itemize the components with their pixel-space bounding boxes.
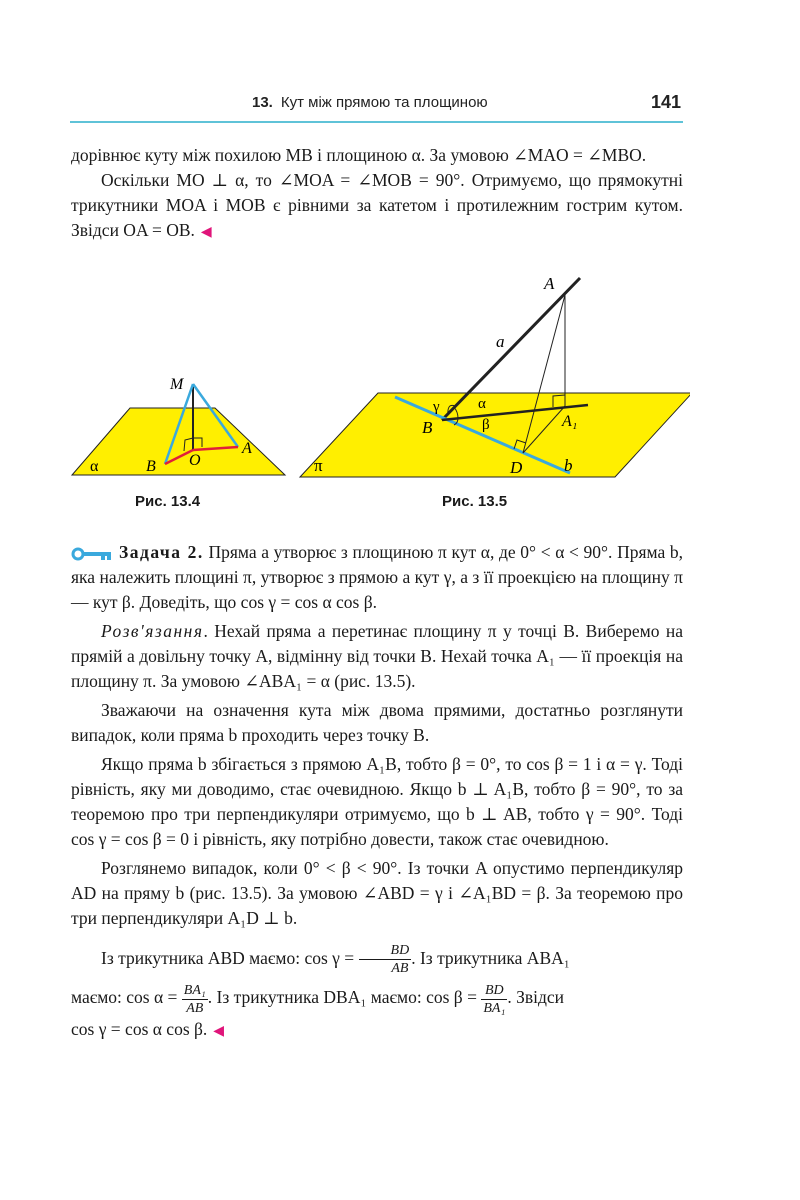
label-b: B bbox=[146, 458, 156, 475]
figure-caption: Рис. 13.5 bbox=[442, 493, 508, 510]
task-heading: Задача 2. bbox=[119, 542, 204, 562]
key-icon bbox=[71, 547, 113, 561]
solution-paragraph bbox=[71, 619, 683, 694]
label-gamma: γ bbox=[433, 399, 440, 415]
label-b-point: B bbox=[422, 418, 433, 437]
section-number: 13. bbox=[252, 94, 273, 111]
conclusion-text: cos γ = cos α cos β. bbox=[71, 1019, 208, 1040]
paragraph: Якщо пряма b збігається з прямою A₁B, тобто β = 0°, то cos β = 1 і α = γ. Тоді рівність, яку ми доводимо, стає очевидною. Якщо b ⊥ A₁B, тобто β = 90°, то за теоремою про три перпендикуляри отримуємо, що b ⊥ AB, тобто γ = 90°. Тоді cos γ = cos β = 0 і рівність, яку потрібно довести, також стає очевидною. bbox=[71, 754, 683, 849]
numerator: BD bbox=[481, 982, 507, 1000]
label-beta: β bbox=[482, 417, 490, 433]
text-line: дорівнює куту між похилою MB і площиною α. За умовою ∠MAO = ∠MBO. bbox=[71, 145, 647, 165]
text-span: . Звідси bbox=[507, 987, 565, 1008]
label-a: A bbox=[242, 440, 252, 457]
section-title-text: Кут між прямою та площиною bbox=[280, 94, 488, 111]
plane-pi bbox=[300, 393, 690, 477]
task-block bbox=[71, 540, 683, 1044]
solution-text: . Нехай пряма a перетинає площину π у точці B. Виберемо на прямій a довільну точку A, відмінну від точки B. Нехай точка A₁ — її проекція на площину π. За умовою ∠ABA₁ = α (рис. 13.5). bbox=[71, 621, 683, 691]
paragraph bbox=[71, 168, 683, 245]
text-span: Із трикутника ABD маємо: cos γ = bbox=[101, 948, 355, 968]
fraction-ba1-ab bbox=[182, 982, 208, 1017]
label-o: O bbox=[189, 452, 201, 469]
fraction-bd-ab bbox=[359, 942, 412, 977]
task-paragraph bbox=[71, 540, 683, 615]
formula-paragraph bbox=[71, 939, 683, 977]
header-rule bbox=[70, 121, 683, 123]
top-text bbox=[71, 143, 683, 245]
figure-13-4 bbox=[72, 376, 285, 475]
end-mark-icon: ◀ bbox=[200, 225, 212, 240]
label-m: M bbox=[170, 376, 184, 393]
paragraph bbox=[71, 1017, 683, 1044]
paragraph: Зважаючи на означення кута між двома прямими, достатньо розглянути випадок, коли пряма b проходить через точку B. bbox=[71, 700, 683, 745]
page-number: 141 bbox=[650, 92, 681, 112]
text-span: . Із трикутника ABA₁ bbox=[411, 948, 570, 968]
formula-paragraph bbox=[71, 977, 683, 1017]
paragraph-text: Оскільки MO ⊥ α, то ∠MOA = ∠MOB = 90°. Отримуємо, що прямокутні трикутники MOA і MOB є рівними за катетом і протилежним гострим кутом. Звідси OA = OB. bbox=[71, 170, 683, 240]
text-span: . Із трикутника DBA₁ маємо: cos β = bbox=[207, 987, 477, 1008]
task-statement: Пряма a утворює з площиною π кут α, де 0° < α < 90°. Пряма b, яка належить площині π, утворює з прямою a кут γ, а з її проекцією на площину π — кут β. Доведіть, що cos γ = cos α cos β. bbox=[71, 542, 684, 612]
denominator: BA₁ bbox=[483, 1000, 506, 1016]
fraction-bd-ba1 bbox=[481, 982, 507, 1017]
label-alpha: α bbox=[478, 396, 486, 412]
section-title bbox=[252, 94, 488, 111]
denominator: AB bbox=[186, 1000, 204, 1016]
figures-svg bbox=[70, 275, 690, 525]
label-d: D bbox=[510, 458, 523, 477]
end-mark-icon: ◀ bbox=[213, 1024, 225, 1040]
plane-alpha bbox=[72, 408, 285, 475]
figures bbox=[70, 275, 690, 525]
figure-13-5 bbox=[300, 275, 690, 477]
label-a: A bbox=[544, 275, 555, 293]
page-header bbox=[70, 92, 683, 122]
label-a1: A₁ bbox=[562, 413, 578, 430]
numerator: BA₁ bbox=[183, 982, 206, 998]
paragraph: Розглянемо випадок, коли 0° < β < 90°. Із точки A опустимо перпендикуляр AD на пряму b (рис. 13.5). За умовою ∠ABD = γ і ∠A₁BD = β. За теоремою про три перпендикуляри A₁D ⊥ b. bbox=[71, 858, 683, 928]
label-pi: π bbox=[314, 456, 323, 475]
figure-caption: Рис. 13.4 bbox=[135, 493, 201, 510]
text-span: маємо: cos α = bbox=[71, 987, 178, 1008]
label-alpha: α bbox=[90, 458, 99, 475]
label-line-b: b bbox=[564, 456, 573, 475]
solution-label: Розв'язання bbox=[101, 621, 204, 641]
numerator: BD bbox=[359, 942, 412, 960]
denominator: AB bbox=[391, 961, 409, 977]
label-line-a: a bbox=[496, 332, 505, 351]
